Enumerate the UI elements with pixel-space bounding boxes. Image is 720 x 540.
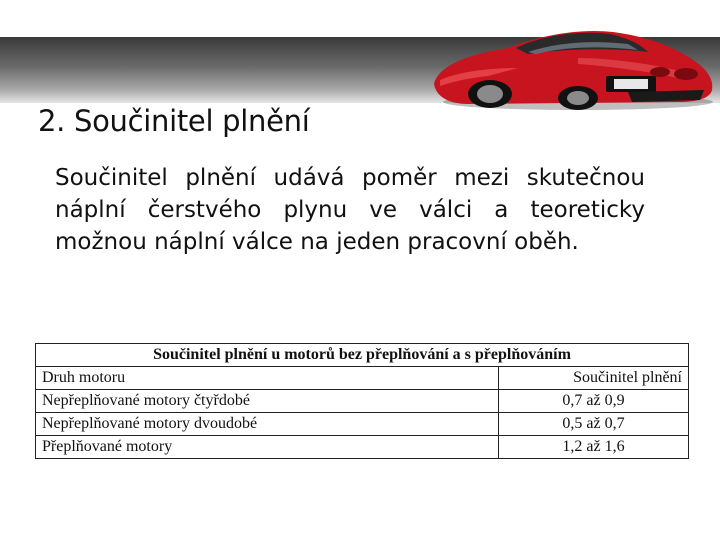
column-header-fill-coefficient: Součinitel plnění — [499, 367, 689, 390]
body-paragraph: Součinitel plnění udává poměr mezi skutečnou náplní čerstvého plynu ve válci a teoreticky možnou náplní válce na jeden pracovní oběh. — [55, 165, 645, 255]
slide-title: 2. Součinitel plnění — [38, 104, 310, 138]
table-cell-fill-coefficient: 0,7 až 0,9 — [499, 390, 689, 413]
table-cell-fill-coefficient: 1,2 až 1,6 — [499, 436, 689, 459]
red-sports-car-image — [428, 14, 720, 114]
table-row — [36, 413, 689, 436]
table-cell-engine-type: Přeplňované motory — [36, 436, 499, 459]
data-table-container — [35, 343, 689, 459]
table-caption: Součinitel plnění u motorů bez přeplňování a s přeplňováním — [36, 344, 689, 367]
fill-coefficient-table — [35, 343, 689, 459]
table-row — [36, 436, 689, 459]
table-cell-engine-type: Nepřeplňované motory dvoudobé — [36, 413, 499, 436]
table-caption-row — [36, 344, 689, 367]
table-cell-engine-type: Nepřeplňované motory čtyřdobé — [36, 390, 499, 413]
table-row — [36, 390, 689, 413]
table-header-row — [36, 367, 689, 390]
table-cell-fill-coefficient: 0,5 až 0,7 — [499, 413, 689, 436]
column-header-engine-type: Druh motoru — [36, 367, 499, 390]
